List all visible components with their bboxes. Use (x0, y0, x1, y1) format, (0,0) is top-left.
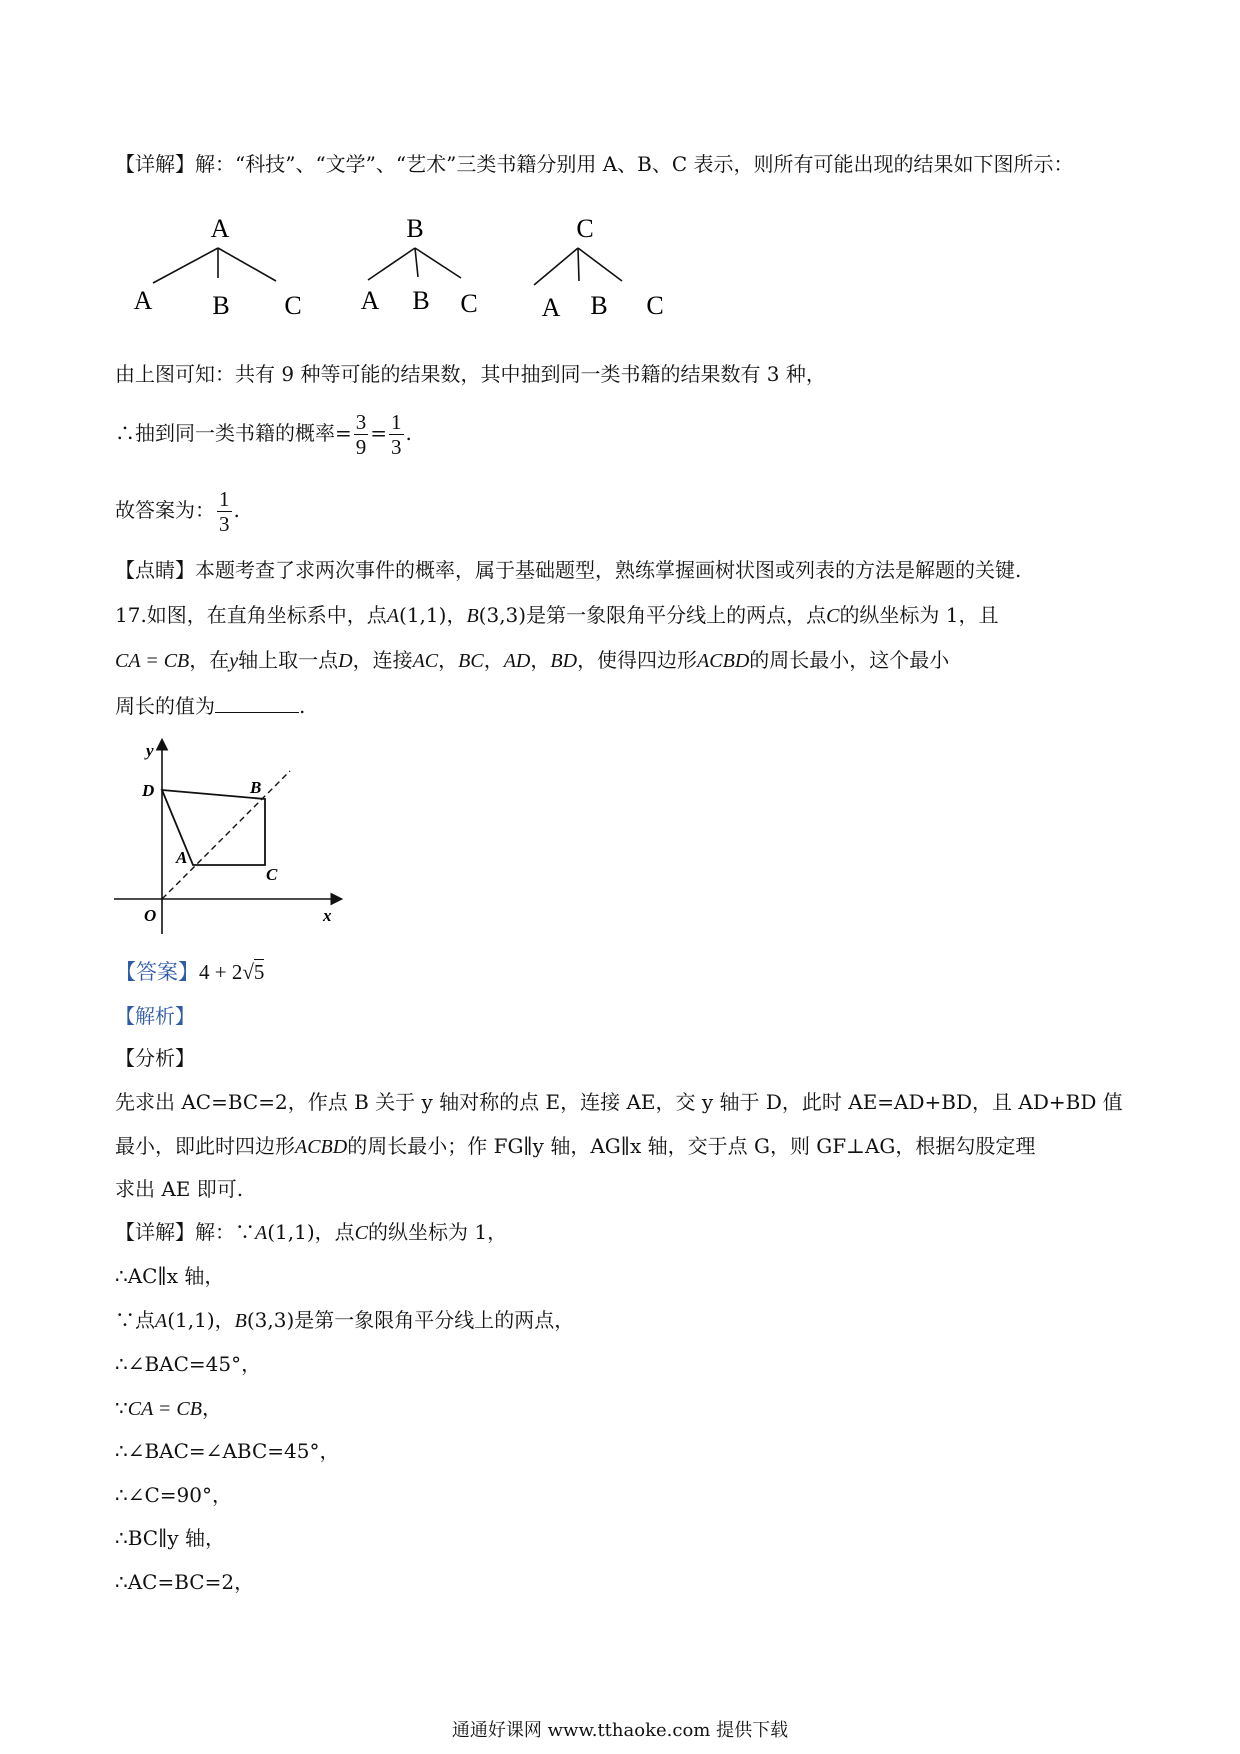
q17-comma-2: ， (483, 648, 504, 672)
fraction-3-9-numerator: 3 (355, 410, 367, 434)
q17-point-c: C (826, 605, 840, 627)
analysis-line-3: 求出 AE 即可. (115, 1177, 244, 1201)
fenxi-tag: 【分析】 (115, 1046, 195, 1070)
tree-a-branch-left (153, 248, 218, 283)
fraction-3-9 (354, 410, 369, 459)
analysis-line-1: 先求出 AC=BC=2，作点 B 关于 y 轴对称的点 E，连接 AE，交 y 轴于 D，此时 AE=AD+BD，且 AD+BD 值 (115, 1090, 1123, 1114)
fraction-1-3-denominator: 3 (391, 435, 402, 459)
detail-l3c: (3,3)是第一象限角平分线上的两点， (246, 1308, 575, 1332)
answer-value-radicand: 5 (253, 960, 265, 984)
detail-l3a: ∵点 (115, 1308, 155, 1332)
tree-c-branch-left (534, 248, 578, 285)
detail-line-9: ∴AC=BC=2， (115, 1570, 255, 1594)
answer-line (115, 480, 240, 540)
detail-l5a: ∵ (115, 1396, 128, 1420)
label-o: O (144, 906, 157, 925)
tree-c (534, 248, 622, 285)
detail-l5b: ， (201, 1396, 222, 1420)
answer-prefix: 故答案为： (115, 498, 215, 522)
q17-line-3 (115, 692, 305, 720)
answer-fraction (217, 487, 232, 536)
detail-l3-b: B (234, 1310, 247, 1332)
tree-b (368, 248, 461, 280)
detail-l3-a: A (155, 1310, 168, 1332)
detail-l1a: 解：∵ (195, 1220, 255, 1244)
tree-diagram (125, 205, 685, 335)
q17-y: y (229, 650, 239, 672)
detail-tag-2: 【详解】 (115, 1220, 195, 1244)
q17-l3: 周长的值为 (115, 694, 215, 718)
sqrt-symbol: √ (242, 960, 254, 984)
q17-line-1 (115, 601, 999, 630)
detail-l3b: (1,1)， (167, 1308, 235, 1332)
point-tag: 【点睛】 (115, 558, 195, 582)
result-count-line: 由上图可知：共有 9 种等可能的结果数，其中抽到同一类书籍的结果数有 3 种， (115, 362, 826, 386)
tree-root-a: A (210, 214, 230, 243)
tree-a-leaf-c: C (284, 291, 302, 320)
tree-c-leaf-c: C (646, 291, 664, 320)
label-b: B (250, 778, 262, 797)
q17-bd: BD (550, 650, 578, 672)
q17-l1c: (3,3)是第一象限角平分线上的两点，点 (478, 603, 827, 627)
tree-root-c: C (576, 214, 594, 243)
tree-b-leaf-c: C (460, 289, 478, 318)
tree-a-leaf-b: B (212, 291, 230, 320)
tree-c-branch-right (578, 248, 622, 281)
label-c: C (266, 865, 278, 884)
q17-point-b: B (466, 605, 479, 627)
tree-c-leaf-a: A (541, 293, 561, 322)
analysis-line-2 (115, 1132, 1035, 1161)
detail-intro-line (115, 150, 1074, 178)
answer-blank (215, 694, 299, 713)
label-d: D (142, 781, 155, 800)
tree-c-leaf-b: B (590, 291, 608, 320)
answer-numerator: 1 (219, 487, 230, 511)
equals-sign: = (370, 421, 388, 445)
answer-block (115, 958, 264, 986)
detail-line-7: ∴∠C=90°， (115, 1483, 232, 1507)
detail-line-5 (115, 1394, 222, 1423)
tree-b-leaf-b: B (412, 286, 430, 315)
detail-l1c: 的纵坐标为 1， (367, 1220, 508, 1244)
answer-tag: 【答案】 (115, 960, 199, 984)
q17-ca-cb: CA = CB (115, 650, 190, 672)
q17-l2e: 的周长最小，这个最小 (749, 648, 950, 672)
tree-root-b: B (406, 214, 424, 243)
detail-l1-a: A (255, 1222, 268, 1244)
tree-a-branch-right (218, 248, 276, 281)
tree-b-branch-left (368, 248, 415, 280)
tree-a-leaf-a: A (133, 286, 153, 315)
analysis-p2b: 的周长最小；作 FG∥y 轴，AG∥x 轴，交于点 G，则 GF⊥AG，根据勾股定理 (347, 1134, 1036, 1158)
q17-point-a: A (386, 605, 400, 627)
answer-denominator: 3 (219, 512, 230, 536)
detail-tag: 【详解】 (115, 152, 195, 176)
coordinate-figure (110, 735, 350, 940)
q17-line-2 (115, 646, 949, 675)
label-y: y (146, 741, 154, 760)
detail-line-3 (115, 1306, 574, 1335)
detail-l1b: (1,1)，点 (267, 1220, 355, 1244)
q17-l3-end: . (299, 694, 306, 718)
fraction-1-3 (389, 410, 404, 459)
q17-comma-3: ， (530, 648, 551, 672)
q17-ac: AC (412, 650, 439, 672)
q17-bc: BC (458, 650, 484, 672)
detail-line-4: ∴∠BAC=45°， (115, 1352, 262, 1376)
detail-line-6: ∴∠BAC=∠ABC=45°， (115, 1439, 340, 1463)
q17-acbd: ACBD (697, 650, 750, 672)
detail-line-8: ∴BC∥y 轴， (115, 1526, 225, 1550)
jiexi-tag: 【解析】 (115, 1004, 195, 1028)
q17-d: D (338, 650, 353, 672)
analysis-acbd: ACBD (295, 1136, 348, 1158)
tree-b-branch-right (415, 248, 461, 278)
q17-l2c: ，连接 (352, 648, 413, 672)
point-text: 本题考查了求两次事件的概率，属于基础题型，熟练掌握画树状图或列表的方法是解题的关键. (195, 558, 1022, 582)
q17-l1a: 17.如图，在直角坐标系中，点 (115, 603, 387, 627)
answer-value (199, 959, 264, 984)
q17-comma-1: ， (438, 648, 459, 672)
tree-c-branch-mid (578, 248, 579, 281)
q17-l1b: (1,1)， (399, 603, 467, 627)
answer-end: . (233, 498, 240, 522)
q17-ad: AD (503, 650, 531, 672)
tree-b-branch-mid (415, 248, 418, 277)
probability-end: . (405, 421, 412, 445)
point-line (115, 556, 1021, 584)
q17-l2d: ，使得四边形 (577, 648, 698, 672)
footer-watermark: 通通好课网 www.tthaoke.com 提供下载 (451, 1720, 789, 1741)
answer-value-int: 4 + 2 (199, 960, 243, 984)
label-x: x (323, 906, 332, 925)
fraction-3-9-denominator: 9 (355, 435, 367, 459)
fraction-1-3-numerator: 1 (391, 410, 402, 434)
q17-l1d: 的纵坐标为 1，且 (839, 603, 999, 627)
detail-line-2: ∴AC∥x 轴， (115, 1264, 225, 1288)
q17-l2a: ，在 (189, 648, 230, 672)
detail-l1-c: C (354, 1222, 368, 1244)
detail-intro-text: 解：“科技”、“文学”、“艺术”三类书籍分别用 A、B、C 表示，则所有可能出现的结果如下图所示： (195, 152, 1074, 176)
label-a: A (176, 848, 188, 867)
tree-b-leaf-a: A (360, 286, 380, 315)
detail-ca-cb: CA = CB (127, 1398, 202, 1420)
probability-prefix: ∴抽到同一类书籍的概率= (115, 421, 352, 445)
detail-line-1 (115, 1218, 507, 1247)
q17-l2b: 轴上取一点 (238, 648, 339, 672)
analysis-p2a: 最小，即此时四边形 (115, 1134, 295, 1158)
tree-a (153, 248, 276, 283)
probability-line (115, 403, 412, 463)
